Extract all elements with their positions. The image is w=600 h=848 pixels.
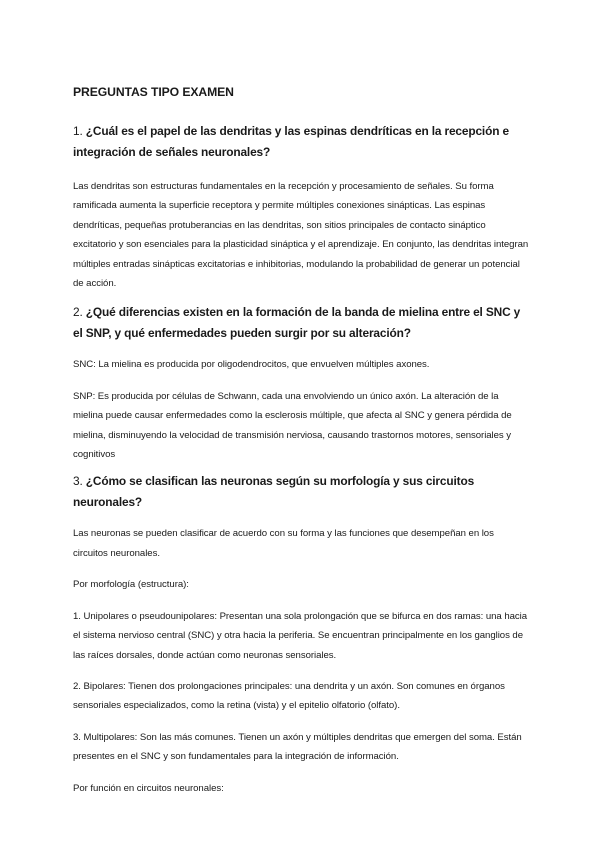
function-label: Por función en circuitos neuronales:	[73, 782, 224, 794]
question-3-text: ¿Cómo se clasifican las neuronas según su morfología y sus circuitos neuronales?	[73, 474, 475, 510]
question-2-number: 2.	[73, 305, 86, 320]
question-3-number: 3.	[73, 474, 86, 489]
question-2-heading	[73, 302, 529, 344]
question-2-snp-paragraph: SNP: Es producida por células de Schwann, cada una envolviendo un único axón. La alteración de la mielina puede causar enfermedades como la esclerosis múltiple, que afecta al SNC y genera pérdida de mielina, disminuyendo la velocidad de transmisión nerviosa, causando trastornos motores, sensoriales y cognitivos	[73, 390, 512, 461]
document-content	[73, 84, 529, 798]
question-3-heading	[73, 471, 529, 513]
question-3-intro: Las neuronas se pueden clasificar de acuerdo con su forma y las funciones que desempeñan en los circuitos neuronales.	[73, 528, 494, 559]
unipolar-paragraph: 1. Unipolares o pseudounipolares: Presentan una sola prolongación que se bifurca en dos ramas: una hacia el sistema nervioso central (SNC) y otra hacia la periferia. Se encuentran principalmente en los ganglios de las raíces dorsales, donde actúan como neuronas sensoriales.	[73, 610, 528, 661]
bipolar-paragraph: 2. Bipolares: Tienen dos prolongaciones principales: una dendrita y un axón. Son comunes en órganos sensoriales especializados, como la retina (vista) y el epitelio olfatorio (olfato).	[73, 680, 505, 712]
multipolar-paragraph: 3. Multipolares: Son las más comunes. Tienen un axón y múltiples dendritas que emergen del soma. Están presentes en el SNC y son fundamentales para la integración de información.	[73, 731, 522, 763]
question-1-number: 1.	[73, 124, 86, 138]
question-2-snc-paragraph: SNC: La mielina es producida por oligodendrocitos, que envuelven múltiples axones.	[73, 359, 430, 371]
question-2-text: ¿Qué diferencias existen en la formación de la banda de mielina entre el SNC y el SNP, y qué enfermedades pueden surgir por su alteración?	[73, 305, 521, 341]
question-1-heading	[73, 121, 529, 163]
question-1-answer: Las dendritas son estructuras fundamentales en la recepción y procesamiento de señales. Su forma ramificada aumenta la superficie receptora y permite múltiples conexiones sinápticas. Las espinas dendríticas, pequeñas protuberancias en las dendritas, son sitios principales de contacto sináptico excitatorio y son esenciales para la plasticidad sináptica y el aprendizaje. En conjunto, las dendritas integran múltiples entradas sinápticas excitatorias e inhibitorias, modulando la probabilidad de generar un potencial de acción.	[73, 181, 529, 290]
morphology-label: Por morfología (estructura):	[73, 579, 189, 591]
question-1-text: ¿Cuál es el papel de las dendritas y las espinas dendríticas en la recepción e integración de señales neuronales?	[73, 124, 509, 159]
document-title: PREGUNTAS TIPO EXAMEN	[73, 85, 234, 99]
